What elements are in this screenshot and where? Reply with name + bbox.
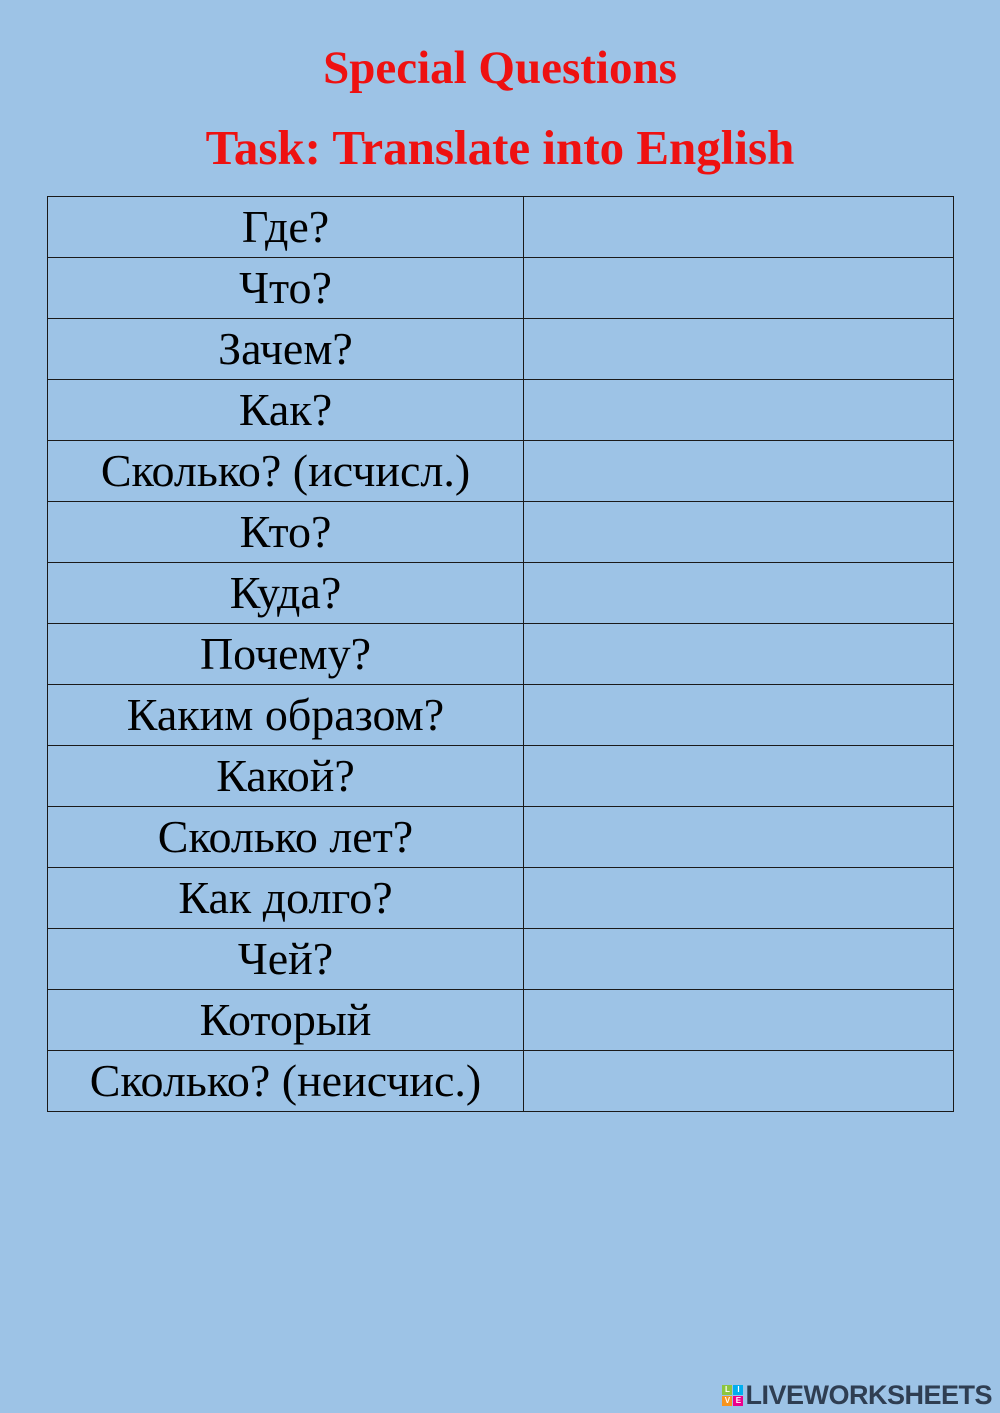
answer-input[interactable]: [524, 563, 953, 623]
question-cell: Почему?: [48, 624, 524, 685]
brand-name: LIVEWORKSHEETS: [745, 1380, 992, 1410]
answer-cell: [524, 380, 954, 441]
question-cell: Куда?: [48, 563, 524, 624]
answer-input[interactable]: [524, 319, 953, 379]
table-row: [48, 380, 954, 441]
logo-letter-v: V: [722, 1396, 732, 1406]
answer-cell: [524, 807, 954, 868]
table-row: [48, 868, 954, 929]
answer-cell: [524, 197, 954, 258]
question-cell: Как долго?: [48, 868, 524, 929]
answer-input[interactable]: [524, 258, 953, 318]
task-instruction: Task: Translate into English: [205, 120, 795, 175]
answer-input[interactable]: [524, 807, 953, 867]
table-row: [48, 197, 954, 258]
table-row: [48, 624, 954, 685]
answer-cell: [524, 502, 954, 563]
answer-cell: [524, 746, 954, 807]
answer-input[interactable]: [524, 685, 953, 745]
logo-letter-i: I: [733, 1385, 743, 1395]
table-row: [48, 563, 954, 624]
answer-cell: [524, 1051, 954, 1112]
question-cell: Сколько? (исчисл.): [48, 441, 524, 502]
answer-input[interactable]: [524, 380, 953, 440]
table-row: [48, 1051, 954, 1112]
table-row: [48, 685, 954, 746]
answer-input[interactable]: [524, 197, 953, 257]
question-cell: Кто?: [48, 502, 524, 563]
answer-input[interactable]: [524, 1051, 953, 1111]
answer-cell: [524, 624, 954, 685]
table-row: [48, 441, 954, 502]
table-row: [48, 929, 954, 990]
answer-cell: [524, 563, 954, 624]
answer-input[interactable]: [524, 929, 953, 989]
answer-input[interactable]: [524, 502, 953, 562]
question-cell: Который: [48, 990, 524, 1051]
answer-cell: [524, 258, 954, 319]
question-cell: Каким образом?: [48, 685, 524, 746]
answer-input[interactable]: [524, 990, 953, 1050]
answer-input[interactable]: [524, 624, 953, 684]
answer-cell: [524, 990, 954, 1051]
question-cell: Какой?: [48, 746, 524, 807]
table-row: [48, 746, 954, 807]
answer-cell: [524, 685, 954, 746]
question-cell: Чей?: [48, 929, 524, 990]
table-row: [48, 502, 954, 563]
table-row: [48, 319, 954, 380]
question-cell: Как?: [48, 380, 524, 441]
answer-input[interactable]: [524, 441, 953, 501]
logo-letter-l: L: [722, 1385, 732, 1395]
question-cell: Зачем?: [48, 319, 524, 380]
answer-cell: [524, 441, 954, 502]
answer-cell: [524, 929, 954, 990]
question-cell: Сколько лет?: [48, 807, 524, 868]
answer-input[interactable]: [524, 746, 953, 806]
answer-cell: [524, 319, 954, 380]
liveworksheets-logo-icon: [722, 1385, 743, 1406]
table-row: [48, 990, 954, 1051]
logo-letter-e: E: [733, 1396, 743, 1406]
answer-cell: [524, 868, 954, 929]
questions-table: [47, 196, 954, 1112]
question-cell: Где?: [48, 197, 524, 258]
table-row: [48, 258, 954, 319]
answer-input[interactable]: [524, 868, 953, 928]
question-cell: Что?: [48, 258, 524, 319]
table-row: [48, 807, 954, 868]
page-title: Special Questions: [323, 42, 677, 94]
question-cell: Сколько? (неисчис.): [48, 1051, 524, 1112]
liveworksheets-brand[interactable]: [722, 1380, 992, 1411]
